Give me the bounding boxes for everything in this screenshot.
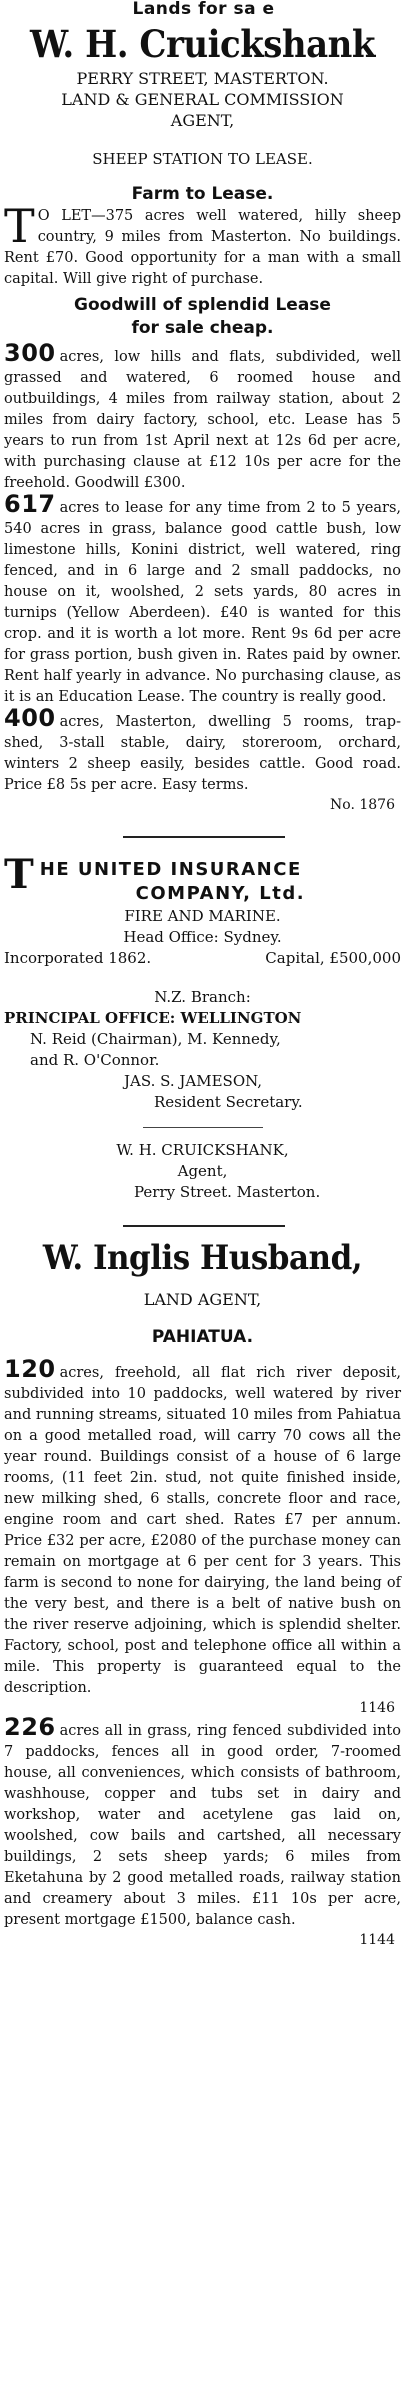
incorporation-line [4, 948, 401, 969]
agent-name: W. H. CRUICKSHANK, [116, 1141, 289, 1159]
farm-heading: Farm to Lease. [131, 184, 274, 204]
role-line: LAND AGENT, [143, 1290, 262, 1309]
listing-text: acres, freehold, all flat rich river deposit, subdivided into 10 paddocks, well watered by river and running streams, situated 10 miles from Pahiatua on a good metalled road, will carry 70 cows all the year round. Buildings consist of a house of 6 large rooms, (11 feet 2in. stud, not quite finished inside, new milking shed, 6 stalls, concrete floor and race, engine room and cart shed. Rates £7 per annum. Price £32 per acre, £2080 of the purchase money can remain on mortgage at 6 per cent for 3 years. This farm is second to none for dairying, the land being of the very best, and there is a belt of native bush on the river reserve adjoining, which is splendid shelter. Factory, school, post and telephone office all within a mile. This property is guaranteed equal to the description. [4, 1365, 401, 1696]
capital: Capital, £500,000 [265, 949, 401, 967]
nz-branch: N.Z. Branch: [154, 988, 251, 1006]
incorporated: Incorporated 1862. [4, 949, 152, 967]
lot-number: 226 [4, 1713, 56, 1741]
sheep-station-heading: SHEEP STATION TO LEASE. [92, 150, 313, 168]
listing-120 [4, 1355, 401, 1699]
lot-number: 400 [4, 704, 56, 732]
ad-reference: No. 1876 [330, 797, 395, 813]
listing-text: acres all in grass, ring fenced subdivided into 7 paddocks, fences all in good order, 7-roomed house, all conveniences, which consists of bathroom, washhouse, copper and tubs set in dairy and workshop, water and acetylene gas laid on, woolshed, cow bails and cartshed, all necessary buildings, 2 sets sheep yards; 6 miles from Eketahuna by 2 good metalled roads, railway station and creamery about 3 miles. £11 10s per acre, present mortgage £1500, balance cash. [4, 1723, 401, 1928]
section-title: Lands for sa e [132, 0, 275, 19]
divider [123, 836, 285, 838]
address-line: PERRY STREET, MASTERTON. [76, 69, 329, 88]
head-office: Head Office: Sydney. [123, 928, 282, 946]
directors: N. Reid (Chairman), M. Kennedy, [30, 1030, 281, 1048]
listing-400 [4, 704, 401, 796]
farm-text: O LET—375 acres well watered, hilly sheep country, 9 miles from Masterton. No buildings. Rent £70. Good opportunity for a man with a small capital. Will give right of purchase. [4, 208, 401, 287]
principal-office: PRINCIPAL OFFICE: WELLINGTON [4, 1009, 302, 1027]
advertiser-name: W. Inglis Husband, [42, 1238, 363, 1278]
drop-cap: T [4, 199, 35, 253]
listing-text: acres, low hills and flats, subdivided, well grassed and watered, 6 roomed house and outbuildings, 4 miles from railway station, about 2 miles from dairy factory, school, etc. Lease has 5 years to run from 1st April next at 12s 6d per acre, with purchasing clause at £12 10s per acre for the freehold. Goodwill £300. [4, 349, 401, 491]
secretary-title: Resident Secretary. [154, 1093, 303, 1111]
listing-617 [4, 490, 401, 708]
listing-text: acres, Masterton, dwelling 5 rooms, trap-shed, 3-stall stable, dairy, storeroom, orchard, winters 2 sheep easily, besides cattle. Good road. Price £8 5s per acre. Easy terms. [4, 714, 401, 793]
directors: and R. O'Connor. [30, 1051, 160, 1069]
cruickshank-ad [0, 22, 407, 814]
insurance-ad [0, 858, 407, 1203]
fire-marine: FIRE AND MARINE. [124, 907, 281, 925]
drop-cap: T [4, 858, 34, 898]
listing-reference: 1144 [359, 1932, 395, 1948]
listing-226 [4, 1713, 401, 1931]
farm-listing [4, 199, 401, 290]
lot-number: 120 [4, 1355, 56, 1383]
secretary-name: JAS. S. JAMESON, [124, 1072, 263, 1090]
town-heading: PAHIATUA. [151, 1327, 254, 1347]
advertiser-name: W. H. Cruickshank [30, 23, 375, 67]
listing-300 [4, 339, 401, 494]
inglis-husband-ad [0, 1235, 407, 1949]
divider [123, 1225, 285, 1227]
listing-text: acres to lease for any time from 2 to 5 years, 540 acres in grass, balance good cattle bush, low limestone hills, Konini district, well watered, ring fenced, and in 6 large and 2 small paddocks, no house on it, woolshed, 2 sets yards, 80 acres in turnips (Yellow Aberdeen). £40 is wanted for this crop. and it is worth a lot more. Rent 9s 6d per acre for grass portion, bush given in. Rates paid by owner. Rent half yearly in advance. No purchasing clause, as it is an Education Lease. The country is really good. [4, 500, 401, 705]
role-line: LAND & GENERAL COMMISSION [61, 90, 344, 109]
agent-address: Perry Street. Masterton. [134, 1183, 321, 1201]
company-title: HE UNITED INSURANCE [39, 859, 302, 880]
agent-title: Agent, [177, 1162, 228, 1180]
goodwill-heading: for sale cheap. [131, 318, 274, 338]
divider [143, 1127, 263, 1128]
lot-number: 300 [4, 339, 56, 367]
listing-reference: 1146 [359, 1700, 395, 1716]
lot-number: 617 [4, 490, 56, 518]
company-title: COMPANY, Ltd. [135, 883, 306, 904]
goodwill-heading: Goodwill of splendid Lease [74, 295, 331, 315]
role-line: AGENT, [170, 111, 235, 130]
